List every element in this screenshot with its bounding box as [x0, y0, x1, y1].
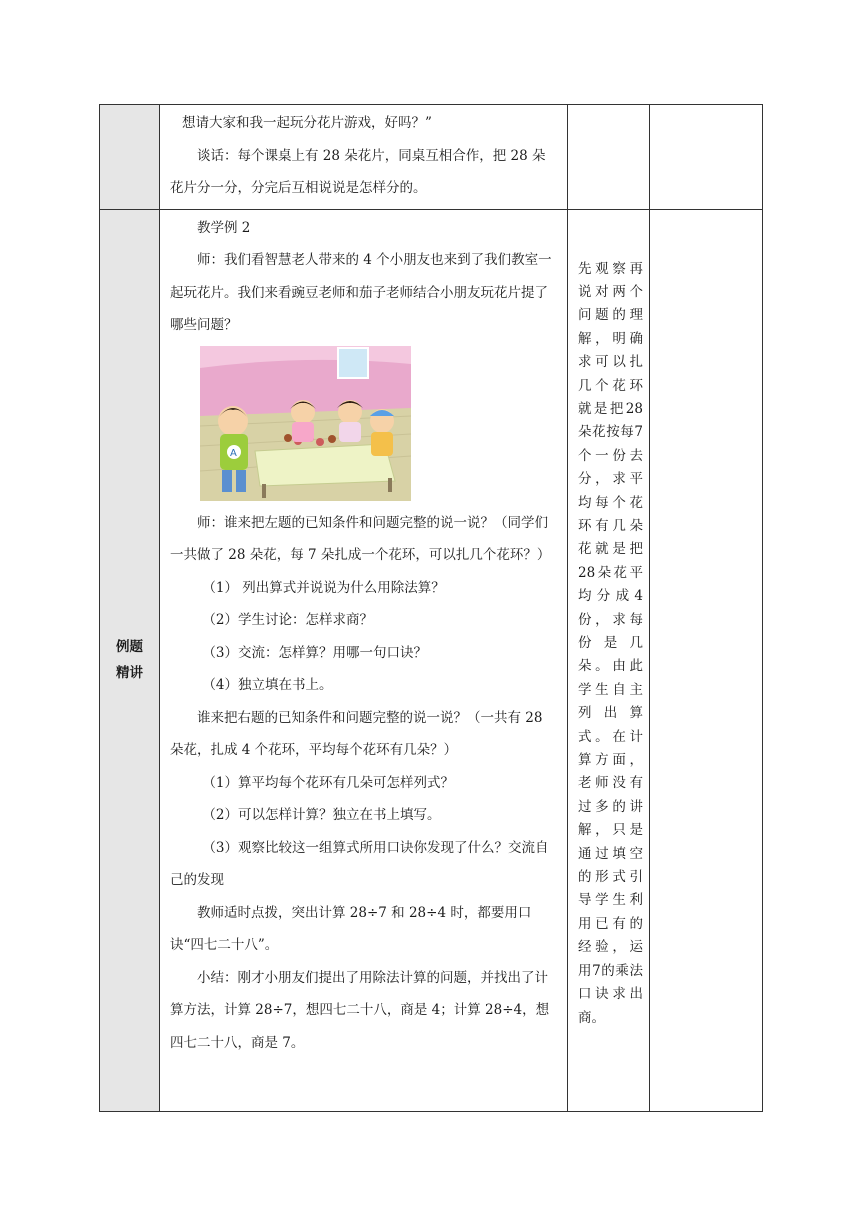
svg-text:A: A [230, 447, 237, 459]
row-label-empty [100, 105, 160, 210]
list1-item-3: （3）交流：怎样算？用哪一句口诀？ [202, 644, 427, 661]
row-label-example [100, 209, 160, 1111]
list2-item-1: （1）算平均每个花环有几朵可怎样列式？ [202, 774, 454, 791]
example-para-4: 教师适时点拨，突出计算 28÷7 和 28÷4 时，都要用口诀“四七二十八”。 [170, 904, 532, 953]
intro-line-1: 想请大家和我一起玩分花片游戏，好吗？” [182, 115, 432, 131]
table-row-example [100, 209, 763, 1111]
list1-item-1: （1） 列出算式并说说为什么用除法算？ [202, 579, 445, 596]
example-summary: 小结：刚才小朋友们提出了用除法计算的问题，并找出了计算方法，计算 28÷7，想四七二十八，商是 4；计算 28÷4，想四七二十八，商是 7。 [170, 969, 550, 1051]
intro-extra-cell [650, 105, 763, 210]
table-row-intro [100, 105, 763, 210]
example-para-1: 师：我们看智慧老人带来的 4 个小朋友也来到了我们教室一起玩花片。我们来看豌豆老师和茄子老师结合小朋友玩花片提了哪些问题？ [170, 252, 552, 333]
intro-notes-cell [568, 105, 650, 210]
example-content-cell [160, 209, 568, 1111]
example-para-3: 谁来把右题的已知条件和问题完整的说一说？（一共有 28 朵花，扎成 4 个花环，平均每个花环有几朵？） [170, 709, 543, 758]
row-label-text: 例题精讲 [116, 639, 143, 681]
intro-line-2: 谈话：每个课桌上有 28 朵花片，同桌互相合作，把 28 朵花片分一分，分完后互相说说是怎样分的。 [170, 147, 546, 196]
intro-content-cell [160, 105, 568, 210]
example-extra-cell [650, 209, 763, 1111]
list1-item-2: （2）学生讨论：怎样求商？ [202, 612, 373, 628]
lesson-plan-table [99, 104, 763, 1112]
teaching-notes-cell [568, 209, 650, 1111]
teaching-notes: 先观察再说对两个问题的理解，明确求可以扎几个花环就是把28朵花按每7个一份去分，求平均每个花环有几朵花就是把28朵花平均分成4份，求每份是几朵。由此学生自主列出算式。在计算方面，老师没有过多的讲解，只是通过填空的形式引导学生利用已有的经验，运用7的乘法口诀求出商。 [578, 260, 643, 1026]
children-playing-illustration [200, 346, 411, 501]
example-para-2: 师：谁来把左题的已知条件和问题完整的说一说？（同学们一共做了 28 朵花，每 7 朵扎成一个花环，可以扎几个花环？） [170, 514, 551, 563]
list2-item-3: （3）观察比较这一组算式所用口诀你发现了什么？交流自己的发现 [170, 839, 549, 888]
example-title: 教学例 2 [197, 219, 251, 236]
list2-item-2: （2）可以怎样计算？独立在书上填写。 [202, 807, 441, 823]
list1-item-4: （4）独立填在书上。 [202, 677, 333, 693]
